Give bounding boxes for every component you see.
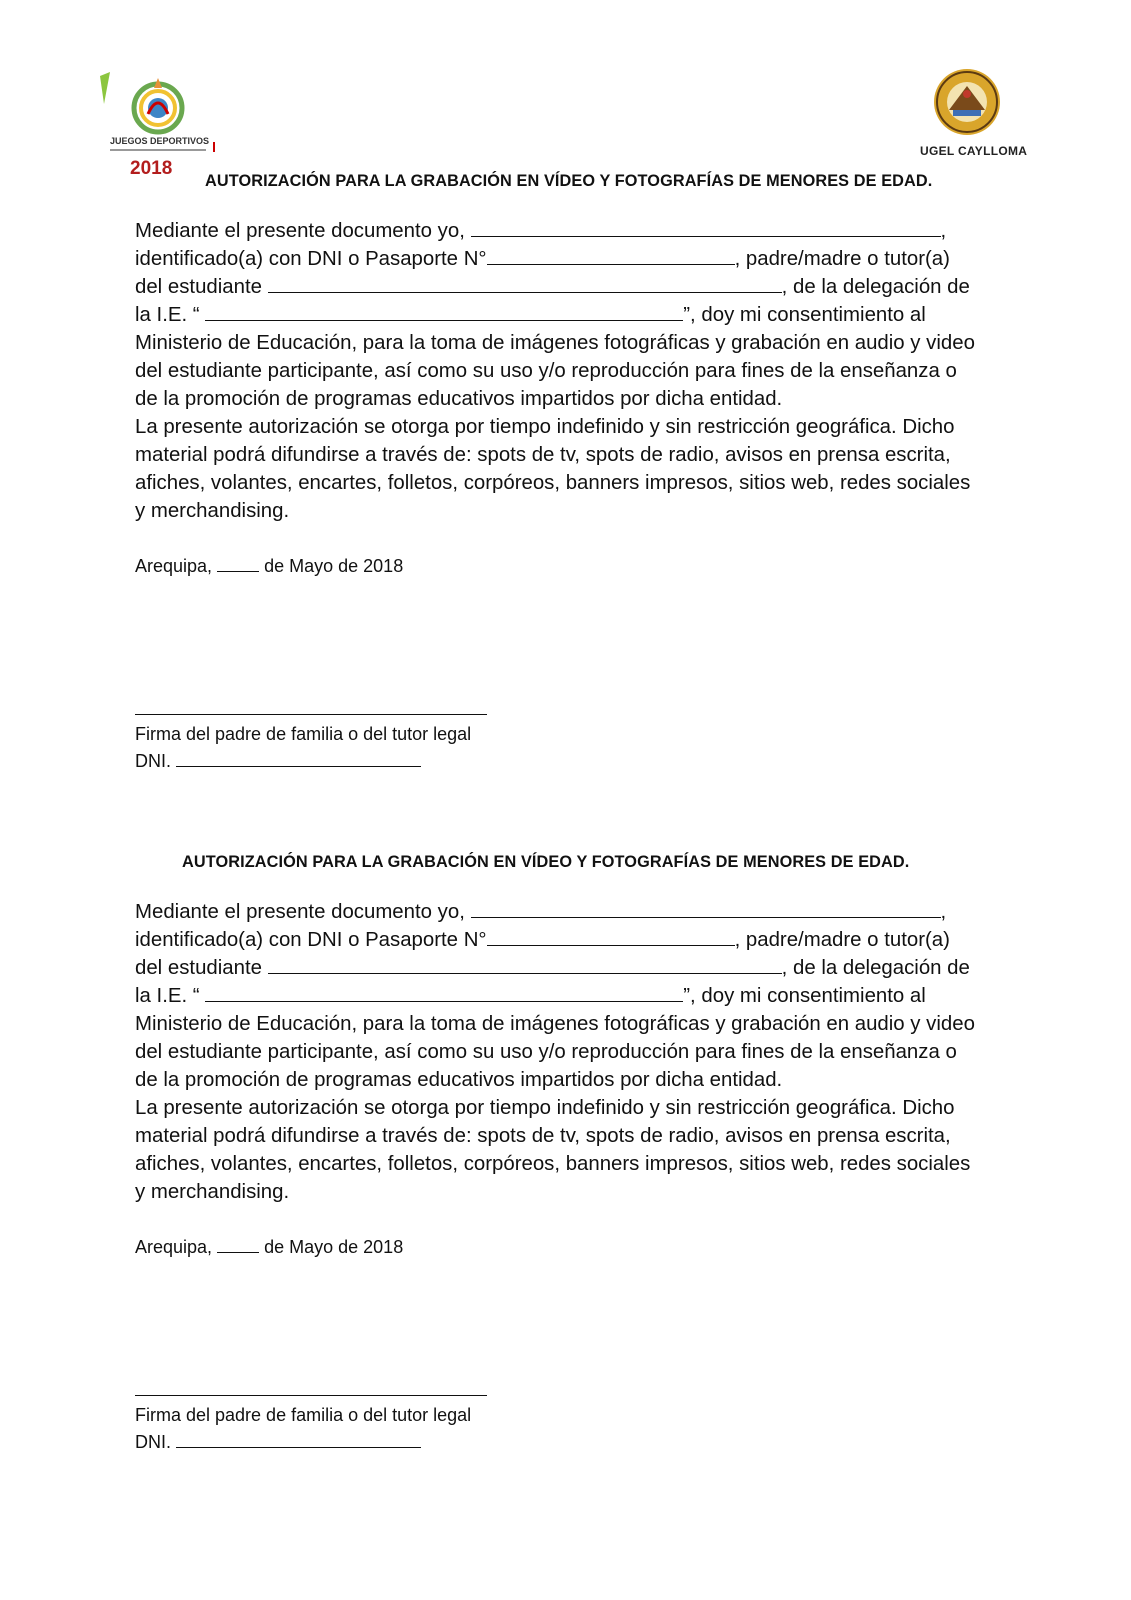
form-2-line-intro: [135, 898, 946, 926]
form-2-body-line: Ministerio de Educación, para la toma de imágenes fotográficas y grabación en audio y video: [135, 1013, 975, 1035]
date-suffix: de Mayo de 2018: [264, 556, 404, 576]
form-1-body-line: afiches, volantes, encartes, folletos, corpóreos, banners impresos, sitios web, redes sociales: [135, 472, 971, 494]
sig-dni-blank[interactable]: [176, 750, 421, 767]
form-2-title: AUTORIZACIÓN PARA LA GRABACIÓN EN VÍDEO Y FOTOGRAFÍAS DE MENORES DE EDAD.: [182, 853, 910, 871]
ie-label: la I.E. “: [135, 304, 200, 326]
form-2-body-line: y merchandising.: [135, 1181, 290, 1203]
logo-mark: [213, 142, 215, 152]
estudiante-label: del estudiante: [135, 957, 262, 979]
form-2-line-dni: [135, 926, 950, 954]
parent-name-blank[interactable]: [471, 217, 941, 237]
dni-blank[interactable]: [487, 926, 735, 946]
padre-label: , padre/madre o tutor(a): [734, 248, 950, 270]
form-1-sig-dni-line: [135, 750, 421, 772]
form-2-signature-label: Firma del padre de familia o del tutor legal: [135, 1405, 472, 1425]
parent-name-blank[interactable]: [471, 898, 941, 918]
estudiante-label: del estudiante: [135, 276, 262, 298]
date-prefix: Arequipa,: [135, 556, 213, 576]
form-2-body-line: de la promoción de programas educativos impartidos por dicha entidad.: [135, 1069, 783, 1091]
ie-name-blank[interactable]: [205, 982, 683, 1002]
form-1-line-dni: [135, 245, 950, 273]
form-2-date-line: [135, 1233, 403, 1261]
form-1-line-intro: [135, 217, 946, 245]
form-1-line-ie: [135, 301, 926, 329]
student-name-blank[interactable]: [268, 954, 782, 974]
delegacion-label: , de la delegación de: [781, 276, 970, 298]
form-1-body-line: Ministerio de Educación, para la toma de imágenes fotográficas y grabación en audio y video: [135, 332, 975, 354]
form-2-body-line: La presente autorización se otorga por tiempo indefinido y sin restricción geográfica. Dicho: [135, 1097, 955, 1119]
seal-water: [953, 110, 981, 116]
padre-label: , padre/madre o tutor(a): [734, 929, 950, 951]
comma: ,: [940, 901, 947, 923]
student-name-blank[interactable]: [268, 273, 782, 293]
intro-label: Mediante el presente documento yo,: [135, 901, 465, 923]
logo-subtext-bar: [110, 149, 206, 151]
sig-dni-blank[interactable]: [176, 1431, 421, 1448]
logo-accent-shape: [100, 72, 110, 104]
consent-label: ”, doy mi consentimiento al: [683, 304, 926, 326]
form-1-line-estudiante: [135, 273, 970, 301]
ie-name-blank[interactable]: [205, 301, 683, 321]
comma: ,: [940, 220, 947, 242]
day-blank[interactable]: [217, 555, 259, 572]
consent-label: ”, doy mi consentimiento al: [683, 985, 926, 1007]
dni-label: identificado(a) con DNI o Pasaporte N°: [135, 248, 487, 270]
form-1-body-line: material podrá difundirse a través de: spots de tv, spots de radio, avisos en prensa escrita,: [135, 444, 951, 466]
form-2-line-estudiante: [135, 954, 970, 982]
day-blank[interactable]: [217, 1236, 259, 1253]
delegacion-label: , de la delegación de: [781, 957, 970, 979]
form-1-body-line: La presente autorización se otorga por tiempo indefinido y sin restricción geográfica. Dicho: [135, 416, 955, 438]
form-1-body-line: y merchandising.: [135, 500, 290, 522]
form-1-title: AUTORIZACIÓN PARA LA GRABACIÓN EN VÍDEO Y FOTOGRAFÍAS DE MENORES DE EDAD.: [205, 172, 933, 190]
form-1-signature-line[interactable]: [135, 714, 487, 715]
date-suffix: de Mayo de 2018: [264, 1237, 404, 1257]
intro-label: Mediante el presente documento yo,: [135, 220, 465, 242]
ie-label: la I.E. “: [135, 985, 200, 1007]
form-2-body-line: material podrá difundirse a través de: spots de tv, spots de radio, avisos en prensa escrita,: [135, 1125, 951, 1147]
form-2-body-line: del estudiante participante, así como su uso y/o reproducción para fines de la enseñanza o: [135, 1041, 957, 1063]
form-1-date-line: [135, 552, 403, 580]
form-1-body-line: de la promoción de programas educativos impartidos por dicha entidad.: [135, 388, 783, 410]
date-prefix: Arequipa,: [135, 1237, 213, 1257]
form-2-body-line: afiches, volantes, encartes, folletos, corpóreos, banners impresos, sitios web, redes sociales: [135, 1153, 971, 1175]
sig-dni-label: DNI.: [135, 751, 171, 771]
sig-dni-label: DNI.: [135, 1432, 171, 1452]
form-2-line-ie: [135, 982, 926, 1010]
dni-label: identificado(a) con DNI o Pasaporte N°: [135, 929, 487, 951]
form-1-signature-label: Firma del padre de familia o del tutor legal: [135, 724, 472, 744]
logo-year: 2018: [130, 158, 173, 179]
form-2-sig-dni-line: [135, 1431, 421, 1453]
seal-sun: [963, 90, 971, 98]
form-1-body-line: del estudiante participante, así como su uso y/o reproducción para fines de la enseñanza o: [135, 360, 957, 382]
ugel-caylloma-label: UGEL CAYLLOMA: [920, 144, 1028, 158]
form-2-signature-line[interactable]: [135, 1395, 487, 1396]
logo-text: JUEGOS DEPORTIVOS: [110, 136, 210, 146]
dni-blank[interactable]: [487, 245, 735, 265]
